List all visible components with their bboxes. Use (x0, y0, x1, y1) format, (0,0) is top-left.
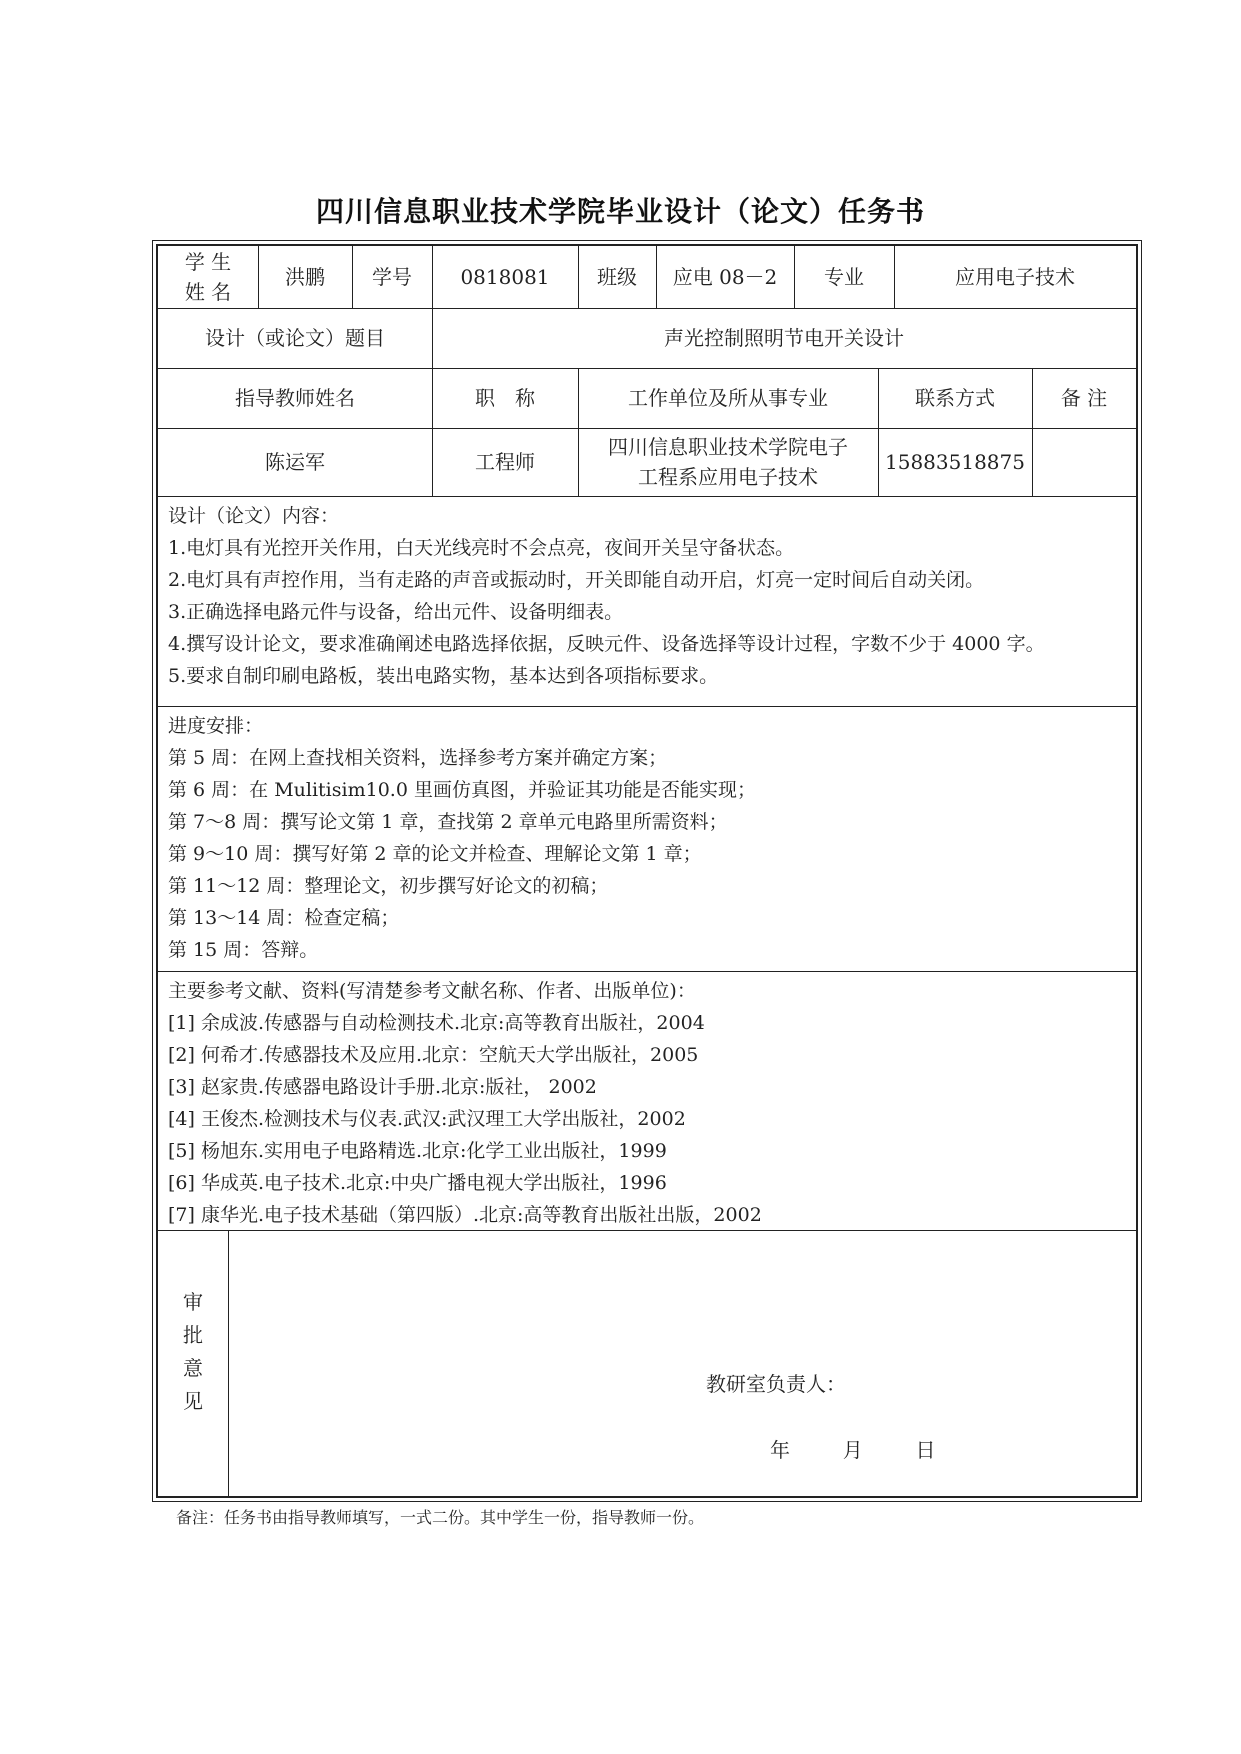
content-item: 5.要求自制印刷电路板，装出电路实物，基本达到各项指标要求。 (168, 665, 719, 687)
row-divider (158, 496, 1136, 497)
student-id-label: 学号 (372, 265, 412, 289)
schedule-item: 第 5 周：在网上查找相关资料，选择参考方案并确定方案； (168, 747, 668, 769)
document-title: 四川信息职业技术学院毕业设计（论文）任务书 (315, 195, 925, 228)
date-month-label: 月 (842, 1438, 863, 1462)
advisor-unit-value (578, 428, 878, 496)
advisor-title-value: 工程师 (475, 450, 535, 474)
schedule-heading: 进度安排： (168, 715, 264, 737)
topic-value: 声光控制照明节电开关设计 (664, 326, 904, 350)
approval-label-char: 意 (183, 1356, 203, 1380)
content-item: 1.电灯具有光控开关作用，白天光线亮时不会点亮，夜间开关呈守备状态。 (168, 537, 795, 559)
col-divider (228, 1230, 229, 1496)
major-label: 专业 (824, 265, 864, 289)
content-item: 2.电灯具有声控作用，当有走路的声音或振动时，开关即能自动开启，灯亮一定时间后自动关闭。 (168, 569, 985, 591)
schedule-item: 第 15 周：答辩。 (168, 939, 319, 961)
reference-item: [6] 华成英.电子技术.北京:中央广播电视大学出版社，1996 (168, 1172, 667, 1194)
advisor-remark-header: 备 注 (1060, 386, 1108, 410)
reference-item: [4] 王俊杰.检测技术与仪表.武汉:武汉理工大学出版社，2002 (168, 1108, 686, 1130)
approval-label-char: 审 (183, 1290, 203, 1314)
content-item: 4.撰写设计论文，要求准确阐述电路选择依据，反映元件、设备选择等设计过程，字数不少于 4000 字。 (168, 633, 1045, 655)
student-name-label-line2: 姓 名 (184, 280, 232, 304)
class-label: 班级 (597, 265, 637, 289)
schedule-section (168, 710, 1134, 966)
content-section (168, 500, 1134, 692)
schedule-item: 第 13～14 周：检查定稿； (168, 907, 400, 929)
approval-label (158, 1286, 228, 1418)
class-value: 应电 08－2 (672, 265, 778, 289)
reference-item: [7] 康华光.电子技术基础（第四版）.北京:高等教育出版社出版，2002 (168, 1204, 762, 1226)
advisor-unit-line2: 工程系应用电子技术 (638, 465, 818, 489)
advisor-remark-value (1032, 428, 1136, 496)
student-name-value: 洪鹏 (285, 265, 325, 289)
approval-signer-label: 教研室负责人： (706, 1372, 846, 1396)
reference-item: [3] 赵家贵.传感器电路设计手册.北京:版社， 2002 (168, 1076, 597, 1098)
row-divider (158, 971, 1136, 972)
student-name-label (158, 246, 258, 308)
major-value: 应用电子技术 (955, 265, 1075, 289)
references-section (168, 975, 1134, 1231)
advisor-contact-value: 15883518875 (885, 450, 1025, 474)
schedule-item: 第 7～8 周：撰写论文第 1 章，查找第 2 章单元电路里所需资料； (168, 811, 728, 833)
advisor-unit-header: 工作单位及所从事专业 (628, 386, 828, 410)
schedule-item: 第 9～10 周：撰写好第 2 章的论文并检查、理解论文第 1 章； (168, 843, 702, 865)
approval-label-char: 见 (183, 1389, 203, 1413)
advisor-name-header: 指导教师姓名 (235, 386, 355, 410)
reference-item: [1] 余成波.传感器与自动检测技术.北京:高等教育出版社，2004 (168, 1012, 705, 1034)
advisor-name-value: 陈运军 (265, 450, 325, 474)
student-name-label-line1: 学 生 (184, 250, 232, 274)
content-heading: 设计（论文）内容： (168, 505, 340, 527)
footnote: 备注：任务书由指导教师填写，一式二份。其中学生一份，指导教师一份。 (176, 1508, 705, 1527)
reference-item: [5] 杨旭东.实用电子电路精选.北京:化学工业出版社，1999 (168, 1140, 667, 1162)
schedule-item: 第 11～12 周：整理论文，初步撰写好论文的初稿； (168, 875, 609, 897)
advisor-contact-header: 联系方式 (915, 386, 995, 410)
reference-item: [2] 何希才.传感器技术及应用.北京：空航天大学出版社，2005 (168, 1044, 699, 1066)
task-form-table (156, 244, 1138, 1498)
student-id-value: 0818081 (460, 265, 550, 289)
date-day-label: 日 (915, 1438, 936, 1462)
row-divider (158, 706, 1136, 707)
advisor-title-header: 职 称 (475, 386, 535, 410)
references-heading: 主要参考文献、资料(写清楚参考文献名称、作者、出版单位)： (168, 980, 696, 1002)
approval-date (770, 1434, 935, 1463)
content-item: 3.正确选择电路元件与设备，给出元件、设备明细表。 (168, 601, 624, 623)
date-year-label: 年 (770, 1438, 790, 1462)
topic-label: 设计（或论文）题目 (205, 326, 385, 350)
schedule-item: 第 6 周：在 Mulitisim10.0 里画仿真图，并验证其功能是否能实现； (168, 779, 756, 801)
advisor-unit-line1: 四川信息职业技术学院电子 (608, 435, 848, 459)
approval-label-char: 批 (183, 1323, 203, 1347)
